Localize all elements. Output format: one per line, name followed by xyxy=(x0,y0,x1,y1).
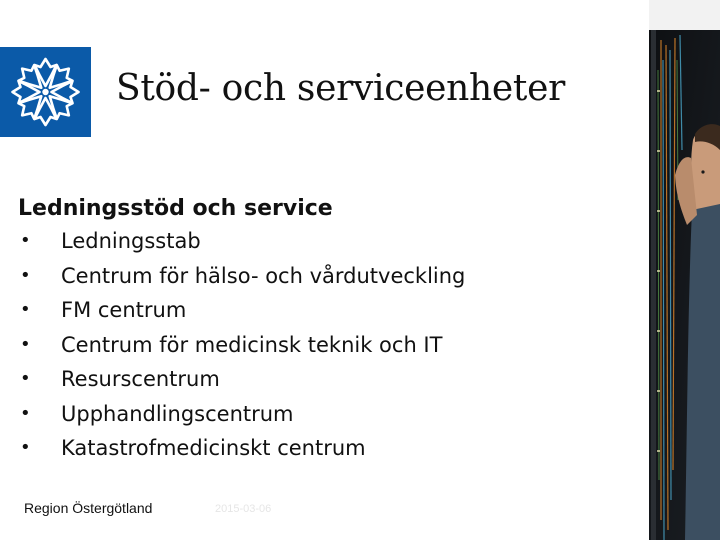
footer-date: 2015-03-06 xyxy=(215,503,272,515)
list-item xyxy=(18,362,465,397)
list-item xyxy=(18,259,465,294)
bullet-dot-icon: • xyxy=(20,299,31,320)
list-item-label: Upphandlingscentrum xyxy=(61,401,294,426)
list-item xyxy=(18,397,465,432)
bullet-dot-icon: • xyxy=(20,333,31,355)
list-item-label: Katastrofmedicinskt centrum xyxy=(61,436,366,460)
list-item xyxy=(18,431,465,466)
list-item xyxy=(18,328,465,363)
list-item-label: Ledningsstab xyxy=(61,229,201,253)
slide-content xyxy=(18,193,465,466)
server-technician-image xyxy=(649,0,720,540)
list-item-label: FM centrum xyxy=(61,298,187,322)
section-heading: Ledningsstöd och service xyxy=(18,196,333,221)
server-room-photo xyxy=(649,0,720,540)
bullet-dot-icon: • xyxy=(20,230,31,251)
bullet-dot-icon: • xyxy=(20,264,31,286)
bullet-dot-icon: • xyxy=(20,437,31,458)
slide-title: Stöd- och serviceenheter xyxy=(116,68,565,109)
list-item-label: Centrum för hälso- och vårdutveckling xyxy=(61,263,466,288)
list-item-label: Resurscentrum xyxy=(61,367,220,391)
footer-organization: Region Östergötland xyxy=(24,500,153,516)
list-item xyxy=(18,293,465,328)
bullet-dot-icon: • xyxy=(20,402,31,424)
bullet-dot-icon: • xyxy=(20,368,31,389)
list-item xyxy=(18,224,465,259)
region-logo xyxy=(0,47,91,137)
bullet-list xyxy=(18,224,465,466)
list-item-label: Centrum för medicinsk teknik och IT xyxy=(61,332,443,357)
flower-logo-icon xyxy=(0,47,91,137)
